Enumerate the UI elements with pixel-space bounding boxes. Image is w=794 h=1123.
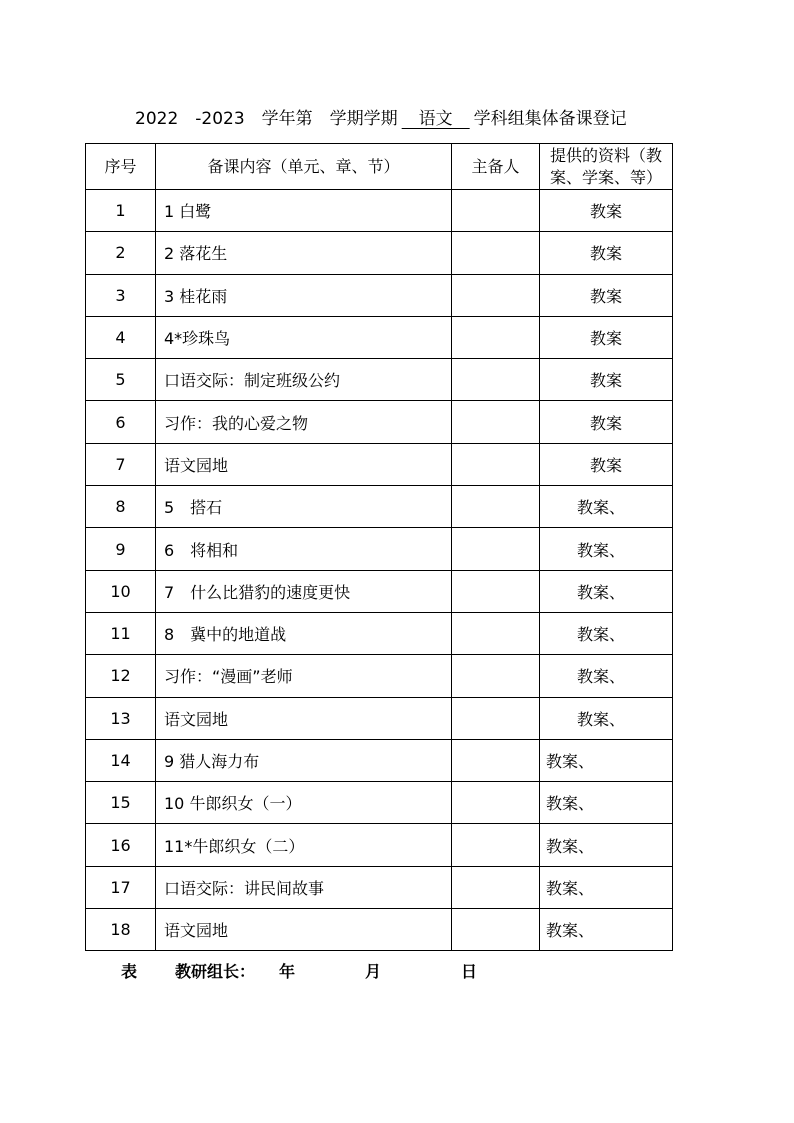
footer-group-leader-label: 教研组长：: [175, 962, 256, 981]
table-row: [86, 612, 673, 654]
row-number: 12: [86, 655, 156, 697]
row-material: 教案: [540, 443, 673, 485]
row-material: 教案、: [540, 782, 673, 824]
row-content: 口语交际：制定班级公约: [156, 359, 452, 401]
row-lead-preparer: [452, 570, 540, 612]
table-row: [86, 486, 673, 528]
row-lead-preparer: [452, 824, 540, 866]
row-number: 17: [86, 866, 156, 908]
row-material: 教案、: [540, 697, 673, 739]
row-content: 3 桂花雨: [156, 274, 452, 316]
row-number: 5: [86, 359, 156, 401]
row-material: 教案: [540, 190, 673, 232]
column-header-content: 备课内容（单元、章、节）: [156, 144, 452, 190]
row-lead-preparer: [452, 274, 540, 316]
table-row: [86, 232, 673, 274]
row-number: 8: [86, 486, 156, 528]
table-row: [86, 274, 673, 316]
row-number: 18: [86, 909, 156, 951]
row-number: 15: [86, 782, 156, 824]
row-material: 教案: [540, 401, 673, 443]
row-number: 6: [86, 401, 156, 443]
row-content: 6 将相和: [156, 528, 452, 570]
row-lead-preparer: [452, 739, 540, 781]
row-material: 教案、: [540, 909, 673, 951]
row-lead-preparer: [452, 190, 540, 232]
row-content: 口语交际：讲民间故事: [156, 866, 452, 908]
row-content: 5 搭石: [156, 486, 452, 528]
row-material: 教案、: [540, 486, 673, 528]
row-content: 9 猎人海力布: [156, 739, 452, 781]
row-material: 教案、: [540, 655, 673, 697]
row-content: 语文园地: [156, 443, 452, 485]
row-content: 2 落花生: [156, 232, 452, 274]
row-material: 教案、: [540, 739, 673, 781]
row-number: 16: [86, 824, 156, 866]
title-year-range: 2022 -2023 学年第 学期学期: [135, 109, 398, 129]
row-material: 教案: [540, 274, 673, 316]
table-row: [86, 739, 673, 781]
table-row: [86, 401, 673, 443]
row-lead-preparer: [452, 612, 540, 654]
table-row: [86, 316, 673, 358]
row-number: 2: [86, 232, 156, 274]
row-lead-preparer: [452, 443, 540, 485]
document-title: [135, 104, 695, 134]
table-row: [86, 782, 673, 824]
title-subject: 语文: [401, 109, 470, 129]
row-number: 10: [86, 570, 156, 612]
row-number: 11: [86, 612, 156, 654]
row-number: 13: [86, 697, 156, 739]
row-lead-preparer: [452, 401, 540, 443]
footer-day-label: 日: [461, 962, 478, 981]
table-row: [86, 570, 673, 612]
row-lead-preparer: [452, 909, 540, 951]
row-number: 4: [86, 316, 156, 358]
row-material: 教案: [540, 232, 673, 274]
row-content: 10 牛郎织女（一）: [156, 782, 452, 824]
column-header-number: 序号: [86, 144, 156, 190]
table-row: [86, 528, 673, 570]
row-number: 7: [86, 443, 156, 485]
table-row: [86, 655, 673, 697]
row-content: 1 白鹭: [156, 190, 452, 232]
table-row: [86, 697, 673, 739]
table-row: [86, 866, 673, 908]
row-content: 语文园地: [156, 697, 452, 739]
table-row: [86, 824, 673, 866]
row-material: 教案、: [540, 866, 673, 908]
table-row: [86, 909, 673, 951]
table-row: [86, 359, 673, 401]
row-material: 教案: [540, 316, 673, 358]
row-content: 语文园地: [156, 909, 452, 951]
row-lead-preparer: [452, 655, 540, 697]
row-material: 教案、: [540, 528, 673, 570]
row-material: 教案、: [540, 612, 673, 654]
row-lead-preparer: [452, 359, 540, 401]
row-lead-preparer: [452, 528, 540, 570]
row-content: 4*珍珠鸟: [156, 316, 452, 358]
row-material: 教案、: [540, 824, 673, 866]
footer-table-label: 表: [121, 962, 138, 981]
footer-year-label: 年: [279, 962, 296, 981]
row-lead-preparer: [452, 866, 540, 908]
row-content: 11*牛郎织女（二）: [156, 824, 452, 866]
registration-table: [85, 143, 673, 951]
row-lead-preparer: [452, 316, 540, 358]
row-content: 习作：“漫画”老师: [156, 655, 452, 697]
row-lead-preparer: [452, 486, 540, 528]
footer-month-label: 月: [365, 962, 382, 981]
row-content: 8 冀中的地道战: [156, 612, 452, 654]
row-material: 教案、: [540, 570, 673, 612]
row-lead-preparer: [452, 697, 540, 739]
row-lead-preparer: [452, 232, 540, 274]
row-material: 教案: [540, 359, 673, 401]
row-number: 1: [86, 190, 156, 232]
column-header-lead: 主备人: [452, 144, 540, 190]
row-content: 习作：我的心爱之物: [156, 401, 452, 443]
table-row: [86, 443, 673, 485]
title-suffix: 学科组集体备课登记: [473, 109, 627, 129]
row-lead-preparer: [452, 782, 540, 824]
row-number: 14: [86, 739, 156, 781]
row-number: 3: [86, 274, 156, 316]
column-header-material: 提供的资料（教案、学案、等）: [540, 144, 673, 190]
table-row: [86, 190, 673, 232]
row-content: 7 什么比猎豹的速度更快: [156, 570, 452, 612]
row-number: 9: [86, 528, 156, 570]
table-header-row: [86, 144, 673, 190]
